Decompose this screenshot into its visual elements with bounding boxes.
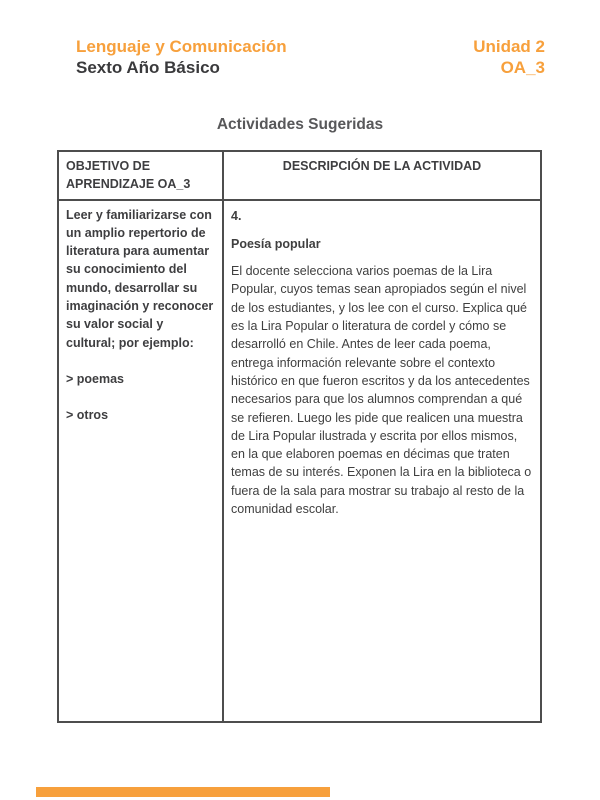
objective-example-otros: > otros xyxy=(66,408,109,423)
page-header xyxy=(76,36,545,78)
table-body-row xyxy=(58,200,541,722)
activity-number: 4. xyxy=(231,208,242,223)
objective-text: Leer y familiarizarse con un amplio repertorio de literatura para aumentar su conocimiento del mundo, desarrollar su imaginación y reconocer su valor social y cultural; por ejemplo: xyxy=(66,207,214,350)
activity-subtitle: Poesía popular xyxy=(231,236,321,251)
activities-table xyxy=(57,150,542,723)
header-right-block xyxy=(473,36,545,78)
objective-example-poemas: > poemas xyxy=(66,371,125,386)
objective-header-cell: OBJETIVO DE APRENDIZAJE OA_3 xyxy=(58,151,223,200)
objective-cell xyxy=(58,200,223,722)
description-header-cell: DESCRIPCIÓN DE LA ACTIVIDAD xyxy=(223,151,541,200)
table-header-row xyxy=(58,151,541,200)
activity-description: El docente selecciona varios poemas de la Lira Popular, cuyos temas sean apropiados según el nivel de los estudiantes, y los lee con el curso. Explica qué es la Lira Popular o literatura de cordel y cómo se desarrolló en Chile. Antes de leer cada poema, entrega información relevante sobre el contexto histórico en que fueron escritos y da los antecedentes necesarios para que los alumnos comprendan a qué se refieren. Luego les pide que realicen una muestra de Lira Popular ilustrada y escrita por ellos mismos, en la que elaboren poemas en décimas que traten temas de su interés. Exponen la Lira en la biblioteca o fuera de la sala para mostrar su trabajo al resto de la comunidad escolar. xyxy=(231,264,532,517)
footer-accent-bar xyxy=(36,787,330,797)
subject-title: Lenguaje y Comunicación xyxy=(76,37,287,56)
header-left-block xyxy=(76,36,287,78)
oa-label: OA_3 xyxy=(500,58,545,77)
activity-cell xyxy=(223,200,541,722)
page-title: Actividades Sugeridas xyxy=(216,116,384,133)
grade-subtitle: Sexto Año Básico xyxy=(76,58,220,77)
unit-label: Unidad 2 xyxy=(473,37,545,56)
